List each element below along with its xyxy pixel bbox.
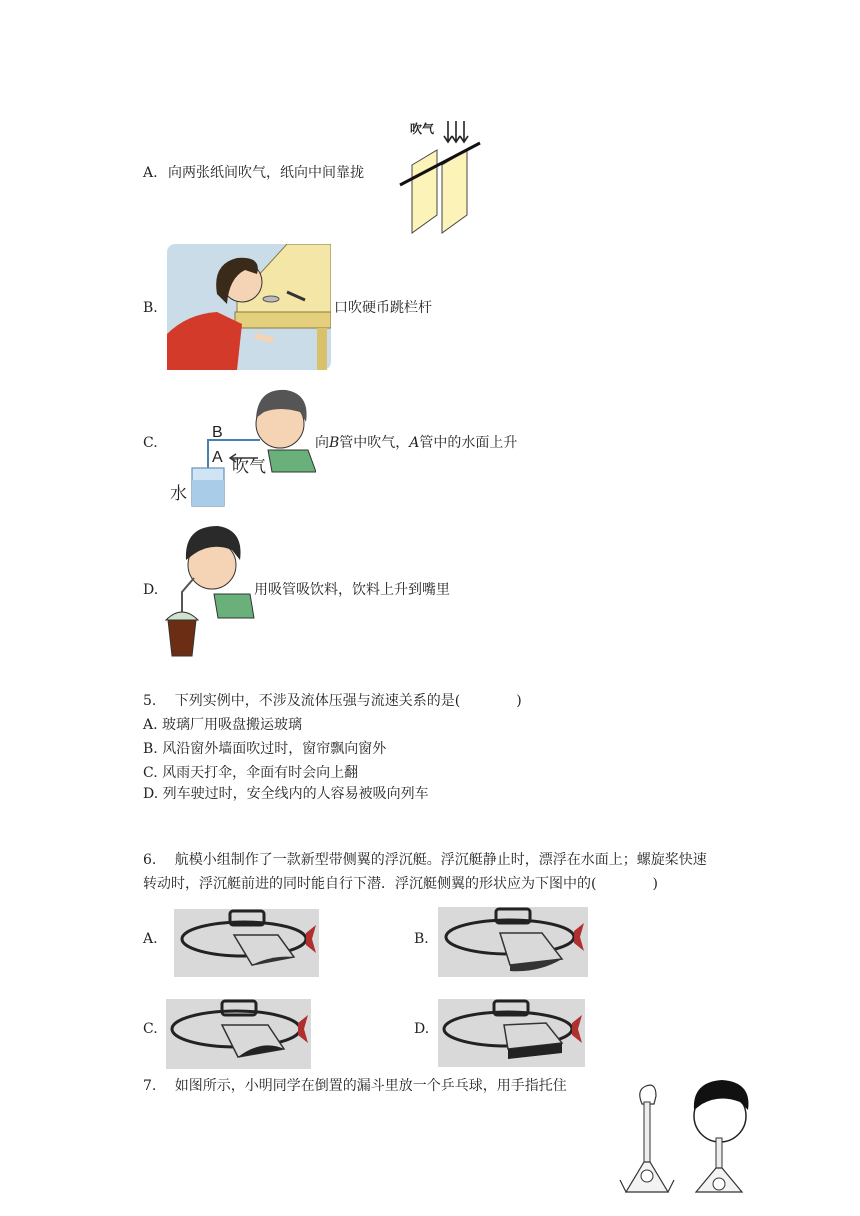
tube-blow-figure	[168, 382, 316, 510]
support-rod	[400, 143, 480, 185]
propeller-icon	[298, 1015, 308, 1043]
q7-stem: 7. 如图所示，小明同学在倒置的漏斗里放一个乒乓球，用手指托住	[143, 1078, 567, 1094]
q4-option-a-letter: A.	[143, 165, 158, 181]
submarine-wing-d-figure	[438, 999, 585, 1067]
q5-stem: 5. 下列实例中，不涉及流体压强与流速关系的是( )	[143, 693, 522, 709]
propeller-icon	[572, 1015, 582, 1043]
q4-option-c-letter: C.	[143, 435, 158, 451]
straw-drink-figure	[164, 520, 256, 660]
q4-option-b-letter: B.	[143, 300, 158, 316]
submarine-wing-c-figure	[166, 999, 311, 1069]
coin-icon	[263, 296, 279, 302]
q6-stem-line1: 6. 航模小组制作了一款新型带侧翼的浮沉艇。浮沉艇静止时，漂浮在水面上；螺旋桨快速	[143, 852, 707, 868]
tube-b-label: B	[212, 424, 223, 441]
paper-left	[412, 150, 437, 233]
tube-a-label: A	[212, 449, 223, 466]
blow-label: 吹气	[410, 122, 435, 136]
submarine-wing-b-figure	[438, 907, 588, 977]
blow-label-c: 吹气	[232, 457, 266, 476]
q6-option-b-letter: B.	[414, 931, 429, 947]
q6-option-d-letter: D.	[414, 1021, 430, 1037]
coin-jump-figure	[167, 244, 331, 370]
propeller-icon	[306, 925, 316, 953]
blowing-papers-figure	[392, 115, 492, 240]
q4-option-b-text: 口吹硬币跳栏杆	[334, 300, 432, 316]
q5-option-b: B. 风沿窗外墙面吹过时，窗帘飘向窗外	[143, 741, 387, 757]
q6-option-c-letter: C.	[143, 1021, 158, 1037]
q4-option-d-letter: D.	[143, 582, 159, 598]
cup-icon	[168, 620, 196, 656]
q6-option-a-letter: A.	[143, 931, 158, 947]
pingpong-ball-right	[713, 1178, 725, 1190]
pingpong-ball-left	[641, 1170, 653, 1182]
q5-option-a: A. 玻璃厂用吸盘搬运玻璃	[143, 717, 303, 733]
water-label: 水	[170, 484, 187, 503]
q4-option-d-text: 用吸管吸饮料，饮料上升到嘴里	[254, 582, 450, 598]
q4-option-a-text: 向两张纸间吹气，纸向中间靠拢	[168, 165, 364, 181]
q4-option-c-text: 向𝐵管中吹气，𝐴管中的水面上升	[315, 435, 518, 451]
q5-option-d: D. 列车驶过时，安全线内的人容易被吸向列车	[143, 786, 429, 802]
q6-stem-line2: 转动时，浮沉艇前进的同时能自行下潜．浮沉艇侧翼的形状应为下图中的( )	[143, 876, 658, 892]
propeller-icon	[574, 923, 584, 951]
arrows-icon	[444, 121, 468, 142]
q5-option-c: C. 风雨天打伞，伞面有时会向上翻	[143, 765, 359, 781]
submarine-wing-a-figure	[174, 909, 319, 977]
funnel-pingpong-figure	[616, 1080, 756, 1200]
